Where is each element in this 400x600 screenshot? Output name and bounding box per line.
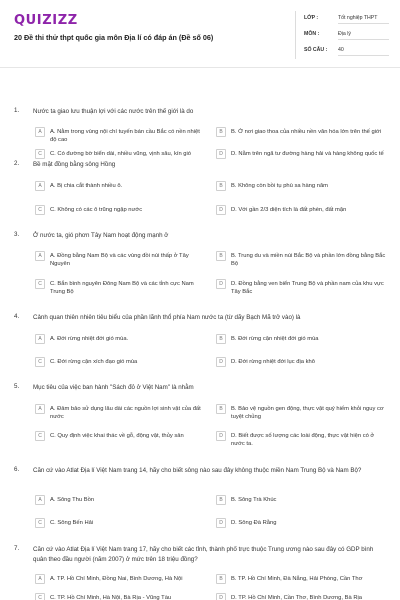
- info-underline: [338, 23, 389, 24]
- option-text: C. Quy định việc khai thác về gỗ, động vật, thủy sản: [50, 433, 184, 439]
- info-label: SỐ CÂU :: [304, 47, 328, 53]
- option-letter-box[interactable]: B: [216, 127, 226, 137]
- info-value: 40: [338, 47, 344, 53]
- question-number: 3.: [14, 231, 20, 238]
- option-letter-box[interactable]: C: [35, 149, 45, 159]
- option-a[interactable]: [35, 179, 207, 199]
- question-text: Cảnh quan thiên nhiên tiêu biểu của phần lãnh thổ phía Nam nước ta (từ dãy Bạch Mã trở vào) là: [33, 314, 301, 321]
- question-number: 7.: [14, 545, 20, 552]
- option-letter-box[interactable]: C: [35, 431, 45, 441]
- info-underline: [338, 39, 389, 40]
- option-text: B. Không còn bồi tụ phù sa hàng năm: [231, 183, 329, 189]
- question-text: Bề mặt đồng bằng sông Hồng: [33, 161, 116, 168]
- option-text: C. Sông Bến Hải: [50, 520, 94, 526]
- option-letter-box[interactable]: A: [35, 404, 45, 414]
- option-text: D. Đồng bằng ven biển Trung Bộ và phần nam của khu vực Tây Bắc: [231, 281, 384, 296]
- question-3: [0, 231, 400, 303]
- info-row-subject: [304, 27, 391, 43]
- option-letter-box[interactable]: B: [216, 574, 226, 584]
- option-letter-box[interactable]: B: [216, 334, 226, 344]
- option-text: B. Trung du và miền núi Bắc Bộ và phần lớn đồng bằng Bắc Bộ: [231, 253, 386, 268]
- option-c[interactable]: [35, 591, 207, 600]
- info-value: Địa lý: [338, 31, 351, 37]
- option-b[interactable]: [216, 572, 388, 592]
- question-text: Căn cứ vào Atlat Địa lí Việt Nam trang 14, hãy cho biết sông nào sau đây không thuộc miền Nam Trung Bộ và Nam Bộ?: [33, 467, 362, 474]
- option-letter-box[interactable]: D: [216, 431, 226, 441]
- option-letter-box[interactable]: D: [216, 357, 226, 367]
- option-letter-box[interactable]: A: [35, 127, 45, 137]
- option-text: C. Đới rừng cận xích đạo gió mùa: [50, 359, 138, 365]
- option-text: A. Đảm bảo sử dụng lâu dài các nguồn lợi sinh vật của đất nước: [50, 406, 201, 421]
- option-letter-box[interactable]: D: [216, 205, 226, 215]
- option-d[interactable]: [216, 203, 388, 223]
- option-letter-box[interactable]: C: [35, 593, 45, 600]
- option-b[interactable]: [216, 402, 388, 422]
- option-text: A. Sông Thu Bồn: [50, 497, 95, 503]
- option-letter-box[interactable]: A: [35, 495, 45, 505]
- option-text: D. Nằm trên ngã tư đường hàng hải và hàng không quốc tế: [231, 151, 384, 157]
- option-b[interactable]: [216, 332, 388, 352]
- option-a[interactable]: [35, 249, 207, 269]
- option-text: B. Sông Trà Khúc: [231, 497, 277, 503]
- option-letter-box[interactable]: C: [35, 205, 45, 215]
- option-letter-box[interactable]: A: [35, 574, 45, 584]
- option-text: A. Đới rừng nhiệt đới gió mùa.: [50, 336, 129, 342]
- page-header: [0, 0, 400, 68]
- option-letter-box[interactable]: D: [216, 149, 226, 159]
- option-a[interactable]: [35, 572, 207, 592]
- option-letter-box[interactable]: B: [216, 181, 226, 191]
- option-letter-box[interactable]: A: [35, 251, 45, 261]
- option-d[interactable]: [216, 277, 388, 297]
- option-text: D. Sông Đà Rằng: [231, 520, 277, 526]
- question-text: Căn cứ vào Atlat Địa lí Việt Nam trang 17, hãy cho biết các tỉnh, thành phố trực thuộc Trung ương nào sau đây có GDP bình quân theo đầu người (năm 2007) ở mức trên 18 triệu đồng?: [33, 546, 374, 563]
- question-4: [0, 313, 400, 375]
- option-text: C. Không có các ô trũng ngập nước: [50, 207, 143, 213]
- question-text: Nước ta giao lưu thuận lợi với các nước trên thế giới là do: [33, 108, 194, 115]
- option-text: B. TP. Hồ Chí Minh, Đà Nẵng, Hải Phòng, Cần Thơ: [231, 576, 363, 582]
- question-number: 2.: [14, 160, 20, 167]
- option-text: A. Bị chia cắt thành nhiều ô.: [50, 183, 123, 189]
- option-a[interactable]: [35, 493, 207, 513]
- option-d[interactable]: [216, 355, 388, 375]
- option-text: D. Với gần 2/3 diện tích là đất phèn, đất mặn: [231, 207, 347, 213]
- option-b[interactable]: [216, 493, 388, 513]
- option-letter-box[interactable]: C: [35, 279, 45, 289]
- document-title: 20 Đề thi thử thpt quốc gia môn Địa lí có đáp án (Đề số 06): [14, 33, 214, 42]
- option-d[interactable]: [216, 516, 388, 536]
- option-b[interactable]: [216, 125, 388, 145]
- option-a[interactable]: [35, 402, 207, 422]
- option-letter-box[interactable]: B: [216, 404, 226, 414]
- option-text: D. Đới rừng nhiệt đới lục địa khô: [231, 359, 315, 365]
- question-text: Mục tiêu của việc ban hành "Sách đỏ ở Việt Nam" là nhằm: [33, 384, 194, 391]
- question-number: 6.: [14, 466, 20, 473]
- option-c[interactable]: [35, 355, 207, 375]
- question-2: [0, 160, 400, 222]
- question-number: 1.: [14, 107, 20, 114]
- option-d[interactable]: [216, 429, 388, 449]
- info-underline: [338, 55, 389, 56]
- info-label: LỚP :: [304, 15, 319, 21]
- option-text: B. Đới rừng cận nhiệt đới gió mùa: [231, 336, 319, 342]
- question-text: Ở nước ta, gió phơn Tây Nam hoạt động mạnh ở: [33, 232, 169, 239]
- option-letter-box[interactable]: C: [35, 357, 45, 367]
- option-a[interactable]: [35, 125, 207, 145]
- option-letter-box[interactable]: B: [216, 495, 226, 505]
- option-text: A. Nằm trong vùng nội chí tuyến bán cầu Bắc có nền nhiệt độ cao: [50, 129, 200, 144]
- question-5: [0, 383, 400, 453]
- info-box: [295, 11, 391, 59]
- option-c[interactable]: [35, 516, 207, 536]
- option-c[interactable]: [35, 203, 207, 223]
- quizizz-logo: QUIZIZZ: [14, 13, 78, 28]
- option-b[interactable]: [216, 179, 388, 199]
- info-row-count: [304, 43, 391, 59]
- option-text: D. Biết được số lượng các loài động, thực vật hiện có ở nước ta.: [231, 433, 375, 448]
- option-a[interactable]: [35, 332, 207, 352]
- option-letter-box[interactable]: D: [216, 518, 226, 528]
- question-number: 4.: [14, 313, 20, 320]
- question-6: [0, 466, 400, 534]
- info-label: MÔN :: [304, 31, 320, 37]
- question-7: [0, 545, 400, 600]
- option-text: C. TP. Hồ Chí Minh, Hà Nội, Bà Rịa - Vũng Tàu: [50, 595, 172, 600]
- option-c[interactable]: [35, 277, 207, 297]
- option-c[interactable]: [35, 429, 207, 449]
- option-d[interactable]: [216, 591, 388, 600]
- option-text: B. Ở nơi giao thoa của nhiều nền văn hóa lớn trên thế giới: [231, 129, 382, 135]
- option-b[interactable]: [216, 249, 388, 269]
- option-letter-box[interactable]: A: [35, 181, 45, 191]
- option-letter-box[interactable]: A: [35, 334, 45, 344]
- option-text: C. Có đường bờ biển dài, nhiều vũng, vịnh sâu, kín gió: [50, 151, 192, 157]
- option-text: D. TP. Hồ Chí Minh, Cần Thơ, Bình Dương, Bà Rịa: [231, 595, 363, 600]
- option-letter-box[interactable]: D: [216, 593, 226, 600]
- option-text: A. TP. Hồ Chí Minh, Đồng Nai, Bình Dương, Hà Nội: [50, 576, 183, 582]
- option-letter-box[interactable]: B: [216, 251, 226, 261]
- option-text: A. Đồng bằng Nam Bộ và các vùng đồi núi thấp ở Tây Nguyên: [50, 253, 189, 268]
- question-number: 5.: [14, 383, 20, 390]
- option-letter-box[interactable]: C: [35, 518, 45, 528]
- info-row-class: [304, 11, 391, 27]
- header-divider: [0, 67, 400, 68]
- info-value: Tốt nghiệp THPT: [338, 15, 378, 21]
- option-letter-box[interactable]: D: [216, 279, 226, 289]
- option-text: B. Bảo vệ nguồn gen động, thực vật quý hiếm khỏi nguy cơ tuyệt chủng: [231, 406, 384, 421]
- option-text: C. Bắn bình nguyên Đông Nam Bộ và các tỉnh cực Nam Trung Bộ: [50, 281, 194, 296]
